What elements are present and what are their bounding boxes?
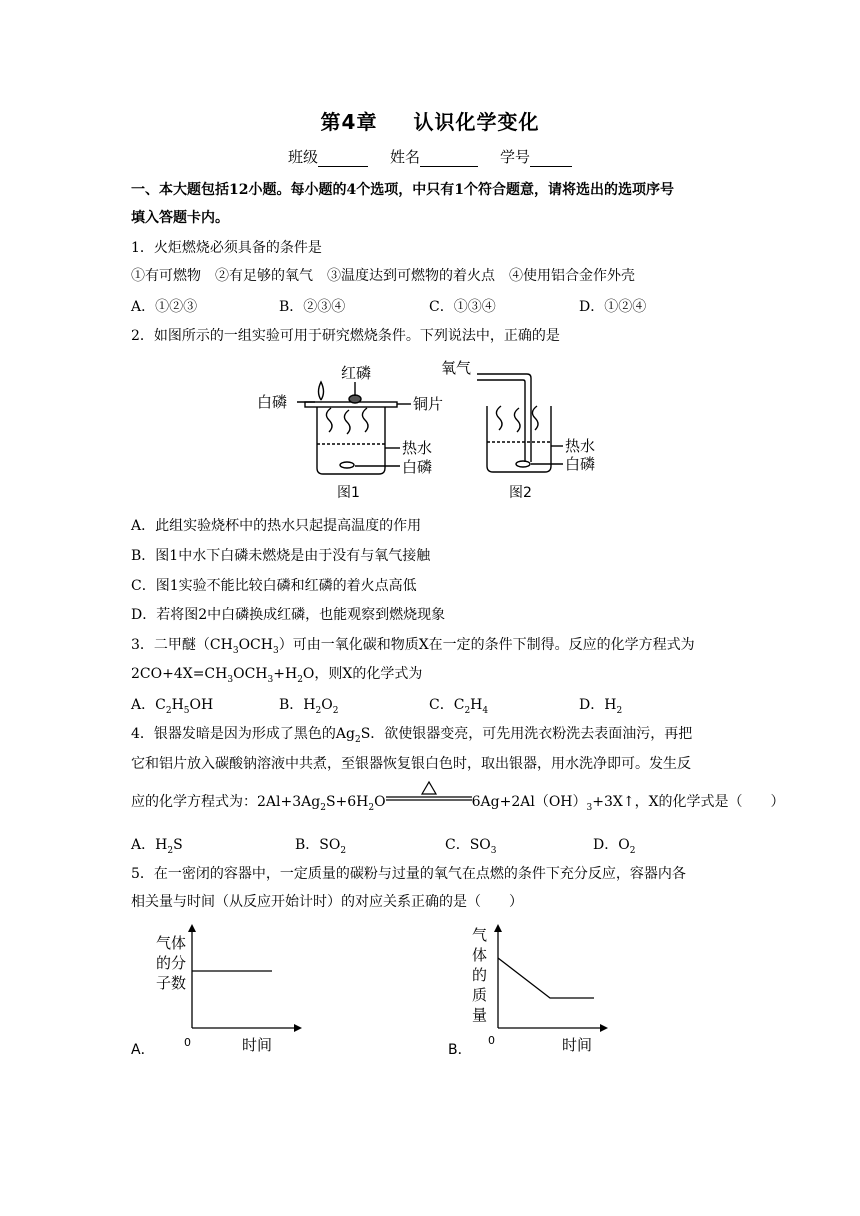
q4-line2: 它和铝片放入碳酸钠溶液中共煮，至银器恢复银白色时，取出银器，用水洗净即可。发生反 (131, 756, 691, 772)
q3-option-a[interactable]: A．$C_2H_5OH$ (131, 697, 214, 716)
graph-b-ylabel-1: 气 (472, 926, 488, 944)
figure1-apparatus (297, 382, 411, 474)
fig1-hot-water-label: 热水 (402, 439, 433, 457)
number-blank[interactable] (530, 152, 572, 167)
fig1-white-phosphorus2-label: 白磷 (402, 458, 433, 476)
class-blank[interactable] (318, 152, 368, 167)
q4-line3: 应的化学方程式为：$2Al+3Ag_2S+6H_2O$ $6Ag+2Al(OH)_3+3X↑$，X的化学式是（ ） (131, 790, 785, 812)
graph-b-option[interactable]: B． (448, 1042, 472, 1058)
q1-option-a[interactable]: A．①②③ (131, 299, 198, 315)
q4-option-b[interactable]: B．$SO_2$ (295, 837, 347, 856)
q2-option-c[interactable]: C．图1实验不能比较白磷和红磷的着火点高低 (131, 578, 417, 594)
fig1-red-phosphorus-label: 红磷 (341, 364, 372, 382)
graph-b (446, 920, 626, 1060)
fig1-copper-label: 铜片 (413, 395, 444, 413)
graph-b-ylabel-2: 体 (472, 946, 488, 964)
q2-stem: 2．如图所示的一组实验可用于研究燃烧条件。下列说法中，正确的是 (131, 328, 560, 344)
figure2-apparatus (477, 374, 563, 472)
q2-option-b[interactable]: B．图1中水下白磷未燃烧是由于没有与氧气接触 (131, 548, 431, 564)
fig2-oxygen-label: 氧气 (441, 359, 472, 377)
q3-option-c[interactable]: C．$C_2H_4$ (429, 697, 489, 716)
graph-a-ylabel-1: 气体 (156, 934, 187, 952)
name-label: 姓名 (389, 148, 420, 166)
q4-line1: 4．银器发暗是因为形成了黑色的$Ag_2S$．欲使银器变亮，可先用洗衣粉洗去表面油污，再把 (131, 726, 693, 745)
graph-a-ylabel-2: 的分 (156, 954, 187, 972)
graph-a-xlabel: 时间 (242, 1036, 273, 1054)
fig2-hot-water-label: 热水 (565, 437, 596, 455)
graph-b-xlabel: 时间 (562, 1036, 593, 1054)
graph-b-ylabel-5: 量 (472, 1006, 488, 1024)
q1-items: ①有可燃物 ②有足够的氧气 ③温度达到可燃物的着火点 ④使用铝合金作外壳 (131, 268, 635, 284)
section1-line1: 一、本大题包括12小题。每小题的4个选项，中只有1个符合题意，请将选出的选项序号 (131, 182, 674, 198)
graph-a-origin: 0 (184, 1036, 191, 1049)
q4-option-a[interactable]: A．$H_2S$ (131, 837, 183, 856)
fig2-white-phosphorus-label: 白磷 (565, 455, 596, 473)
q4-option-c[interactable]: C．$SO_3$ (445, 837, 497, 856)
graph-b-ylabel-4: 质 (472, 986, 488, 1004)
q2-option-a[interactable]: A．此组实验烧杯中的热水只起提高温度的作用 (131, 518, 422, 534)
graph-b-origin: 0 (488, 1034, 495, 1047)
q1-option-c[interactable]: C．①③④ (429, 299, 496, 315)
graph-a-option[interactable]: A． (131, 1042, 155, 1058)
chapter-number: 第4章 (320, 110, 378, 134)
q1-option-d[interactable]: D．①②④ (579, 299, 647, 315)
q4-option-d[interactable]: D．$O_2$ (593, 837, 636, 856)
name-blank[interactable] (420, 152, 478, 167)
q5-line1: 5．在一密闭的容器中，一定质量的碳粉与过量的氧气在点燃的条件下充分反应，容器内各 (131, 866, 686, 882)
graph-b-ylabel-3: 的 (472, 966, 488, 984)
class-label: 班级 (287, 148, 318, 166)
chapter-name: 认识化学变化 (413, 110, 540, 134)
graph-b-line (498, 958, 594, 998)
q1-option-b[interactable]: B．②③④ (279, 299, 346, 315)
number-label: 学号 (500, 148, 531, 166)
q2-option-d[interactable]: D．若将图2中白磷换成红磷，也能观察到燃烧现象 (131, 607, 446, 623)
fig1-white-phosphorus-label: 白磷 (257, 393, 288, 411)
section1-line2: 填入答题卡内。 (131, 210, 229, 226)
fig2-caption: 图2 (509, 485, 532, 501)
heat-arrow (386, 790, 472, 810)
q2-figure (255, 352, 615, 504)
graph-a-ylabel-3: 子数 (156, 974, 187, 992)
q1-stem: 1．火炬燃烧必须具备的条件是 (131, 240, 322, 256)
student-info (0, 146, 860, 167)
q3-line2: $2CO+4X=CH_3OCH_3+H_2O$，则X的化学式为 (131, 666, 423, 685)
q5-line2: 相关量与时间（从反应开始计时）的对应关系正确的是（ ） (131, 894, 523, 910)
q3-line1: 3．二甲醚$(CH_3OCH_3)$可由一氧化碳和物质X在一定的条件下制得。反应的化学方程式为 (131, 637, 695, 656)
q3-option-b[interactable]: B．$H_2O_2$ (279, 697, 339, 716)
graph-a (130, 920, 320, 1060)
page-title (0, 106, 860, 135)
q3-option-d[interactable]: D．$H_2$ (579, 697, 623, 716)
fig1-caption: 图1 (337, 485, 360, 501)
